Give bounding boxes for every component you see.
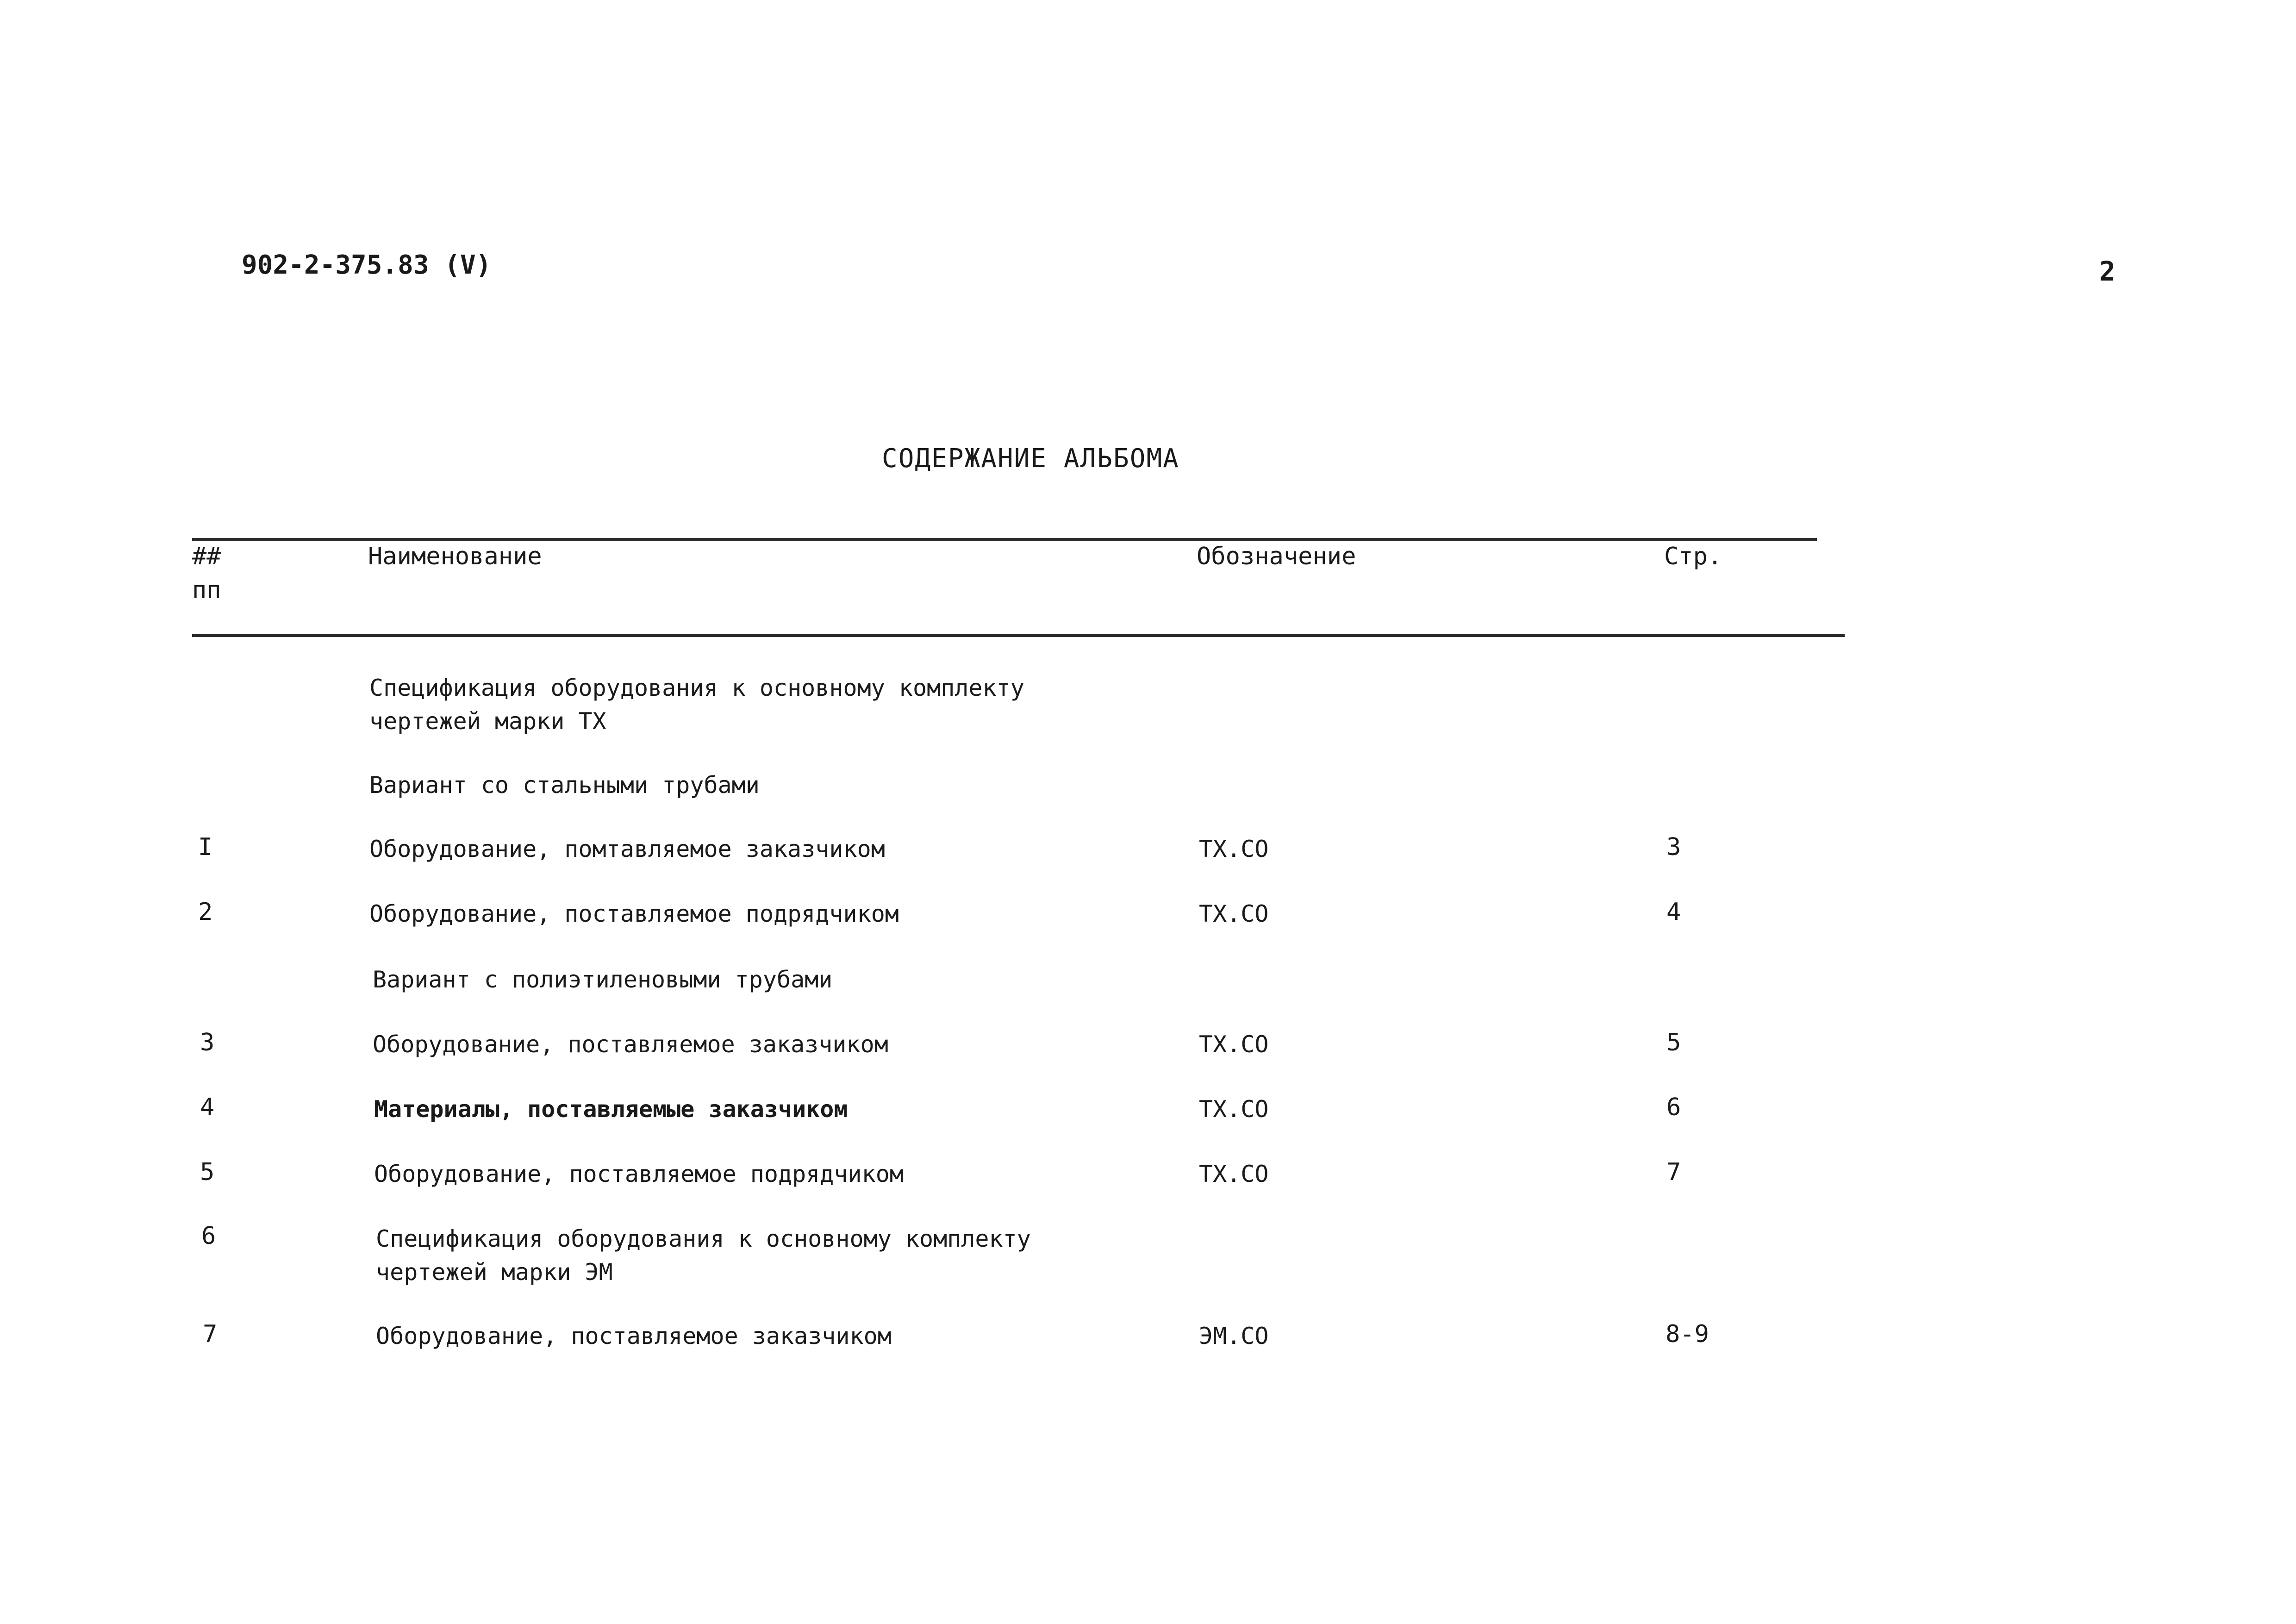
- row-page: 3: [1666, 833, 1681, 861]
- row-designation: ТХ.СО: [1199, 1161, 1269, 1187]
- row-name: Вариант со стальными трубами: [369, 772, 760, 799]
- row-designation: ТХ.СО: [1199, 836, 1269, 862]
- row-number: I: [198, 833, 213, 861]
- row-name: Вариант с полиэтиленовыми трубами: [373, 966, 833, 993]
- row-number: 6: [201, 1222, 216, 1250]
- row-name-continued: чертежей марки ЭМ: [376, 1259, 613, 1286]
- row-number: 4: [200, 1093, 215, 1121]
- table-header-rule: [192, 634, 1845, 637]
- row-name: Оборудование, поставляемое заказчиком: [373, 1031, 888, 1058]
- document-code: 902-2-375.83 (V): [242, 250, 492, 280]
- row-name: Спецификация оборудования к основному комплекту: [376, 1225, 1031, 1252]
- row-name: Оборудование, поставляемое подрядчиком: [374, 1161, 904, 1187]
- table-top-rule: [192, 538, 1817, 541]
- column-header-num: ##: [192, 543, 221, 570]
- row-number: 2: [198, 898, 213, 926]
- row-name-continued: чертежей марки ТХ: [369, 708, 606, 735]
- row-page: 6: [1666, 1093, 1681, 1121]
- page-number: 2: [2099, 256, 2115, 287]
- row-number: 7: [203, 1320, 218, 1348]
- row-page: 7: [1666, 1158, 1681, 1186]
- row-page: 4: [1666, 898, 1681, 926]
- row-designation: ТХ.СО: [1199, 1096, 1269, 1123]
- column-header-num-sub: пп: [192, 576, 221, 604]
- row-page: 5: [1666, 1029, 1681, 1056]
- row-number: 5: [200, 1158, 215, 1186]
- row-designation: ЭМ.СО: [1199, 1323, 1269, 1349]
- row-number: 3: [200, 1029, 215, 1056]
- column-header-name: Наименование: [368, 543, 542, 570]
- row-designation: ТХ.СО: [1199, 1031, 1269, 1058]
- column-header-page: Стр.: [1664, 543, 1722, 570]
- row-name: Оборудование, поставляемое подрядчиком: [369, 900, 899, 927]
- row-name: Оборудование, помтавляемое заказчиком: [369, 836, 885, 862]
- row-designation: ТХ.СО: [1199, 900, 1269, 927]
- column-header-designation: Обозначение: [1197, 543, 1356, 570]
- row-name: Оборудование, поставляемое заказчиком: [376, 1323, 892, 1349]
- page-title: СОДЕРЖАНИЕ АЛЬБОМА: [882, 443, 1179, 474]
- row-page: 8-9: [1666, 1320, 1709, 1348]
- row-name: Спецификация оборудования к основному комплекту: [369, 675, 1024, 701]
- row-name: Материалы, поставляемые заказчиком: [374, 1096, 848, 1123]
